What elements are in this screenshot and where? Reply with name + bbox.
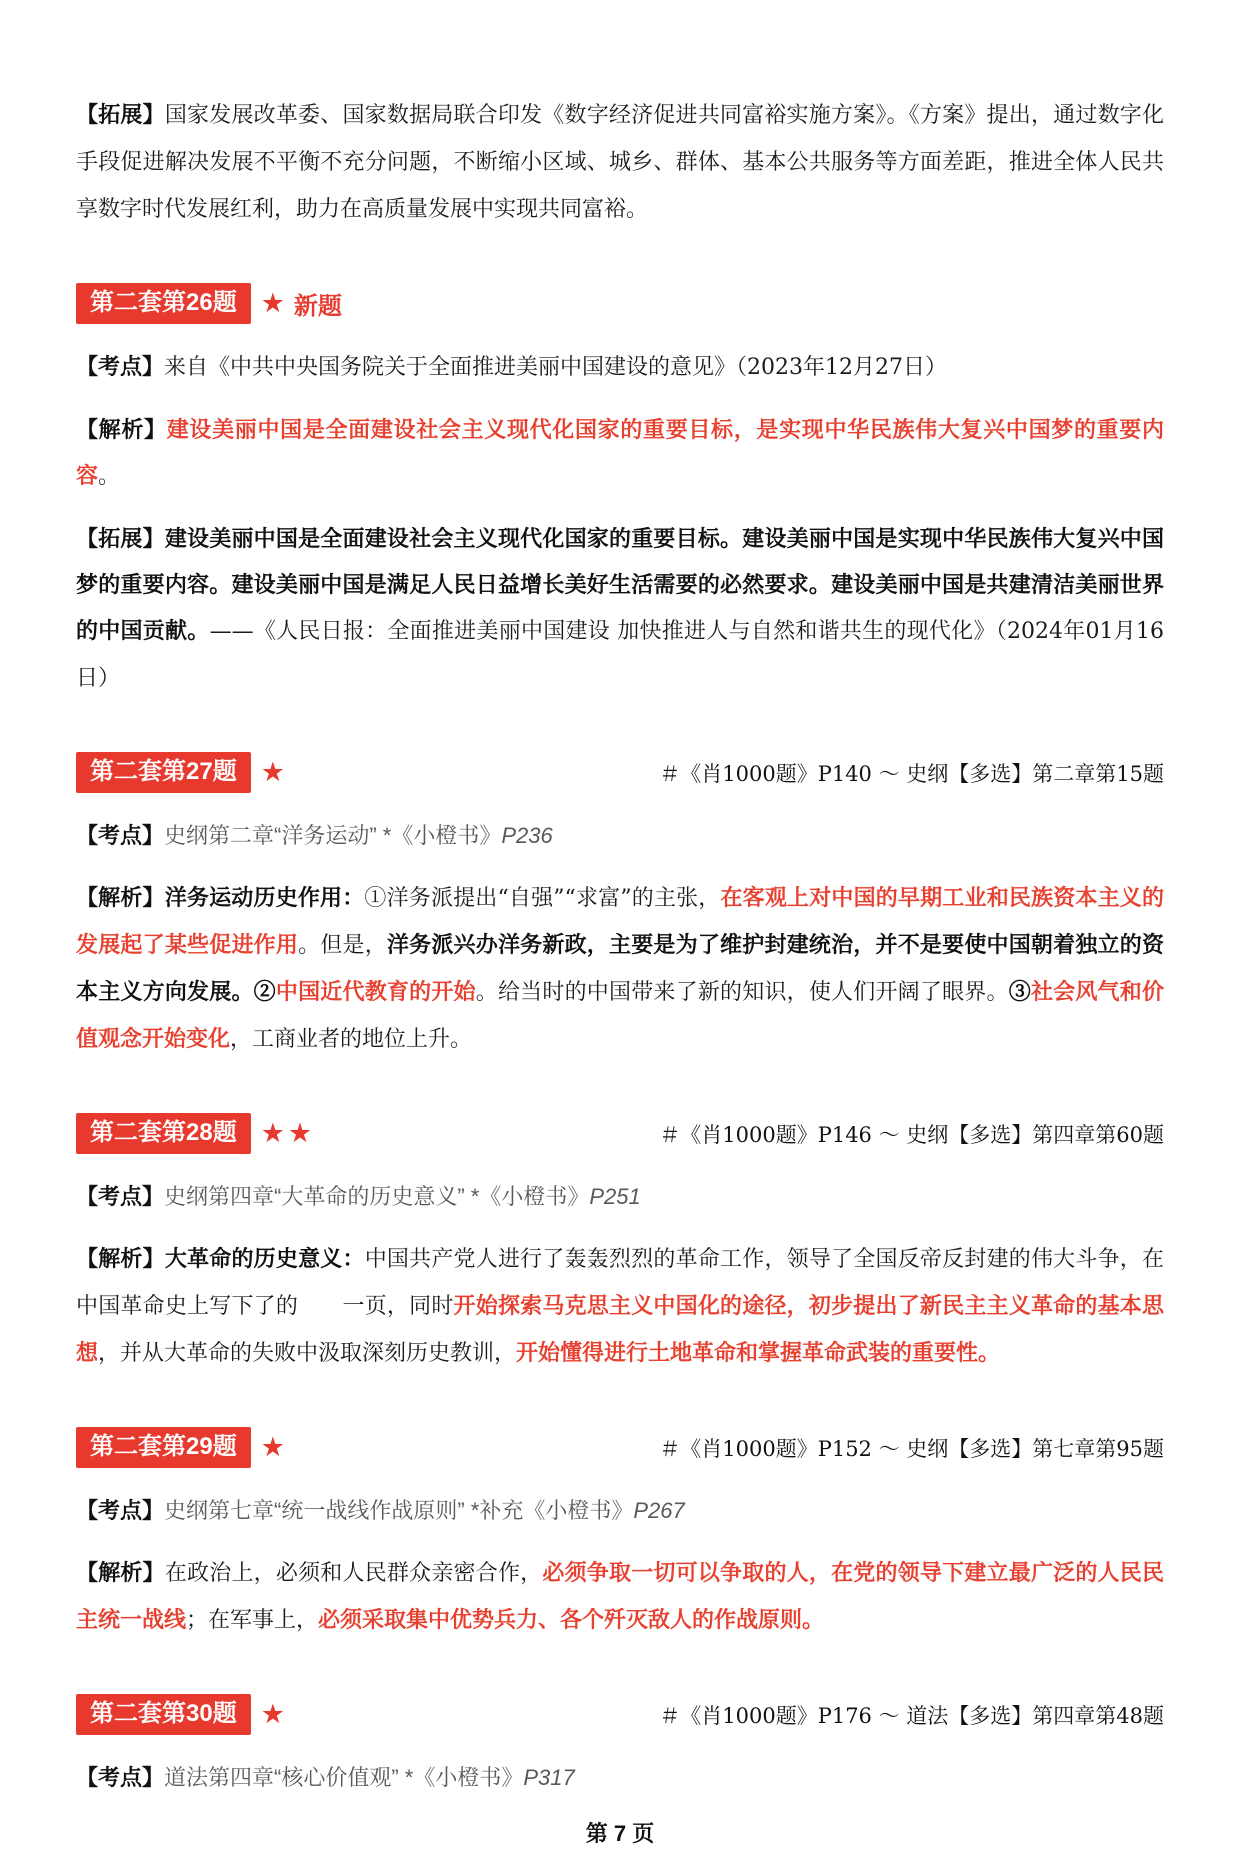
source-citation: ＃《肖1000题》P152 ～ 史纲【多选】第七章第95题 (659, 1436, 1164, 1461)
question-badge: 第二套第29题 (76, 1427, 251, 1468)
source-citation: ＃《肖1000题》P176 ～ 道法【多选】第四章第48题 (659, 1703, 1164, 1728)
jiexi-paragraph (76, 407, 1164, 500)
new-question-tag: 新题 (293, 293, 342, 320)
source-citation: ＃《肖1000题》P146 ～ 史纲【多选】第四章第60题 (659, 1122, 1164, 1147)
kaodian-paragraph (76, 813, 1164, 859)
text-segment: 【拓展】 (76, 102, 165, 127)
question-sections (76, 283, 1164, 1801)
kaodian-paragraph (76, 1755, 1164, 1801)
jiexi-paragraph (76, 1236, 1164, 1377)
text-segment: ，工商业者的地位上升。 (230, 1027, 473, 1052)
text-segment: 【考点】 (76, 354, 165, 379)
text-segment: 必须采取集中优势兵力、各个歼灭敌人的作战原则。 (318, 1607, 825, 1632)
text-segment: P317 (523, 1765, 575, 1790)
difficulty-stars: ★ (260, 757, 288, 787)
question-badge: 第二套第26题 (76, 283, 251, 324)
text-segment: 史纲第四章“大革命的历史意义” *《小橙书》 (164, 1184, 590, 1209)
text-segment: 。给当时的中国带来了新的知识，使人们开阔了眼界。 (475, 980, 1009, 1005)
question-section (76, 752, 1164, 1063)
text-segment: 大革命的历史意义： (164, 1246, 365, 1271)
text-segment: ——《人民日报：全面推进美丽中国建设 加快推进人与自然和谐共生的现代化》（2024年01月16日） (76, 619, 1164, 691)
text-segment: 来自《中共中央国务院关于全面推进美丽中国建设的意见》（2023年12月27日） (164, 355, 947, 380)
text-segment: 【解析】 (76, 417, 167, 442)
text-segment: 【考点】 (76, 1498, 165, 1523)
text-segment: P236 (501, 823, 553, 848)
question-section (76, 1113, 1164, 1377)
text-segment: 【解析】 (76, 885, 165, 910)
source-citation: ＃《肖1000题》P140 ～ 史纲【多选】第二章第15题 (659, 761, 1164, 786)
section-paragraphs (76, 1755, 1164, 1801)
section-paragraphs (76, 1174, 1164, 1377)
text-segment: 开始懂得进行土地革命和掌握革命武装的重要性。 (516, 1340, 1001, 1365)
question-section (76, 283, 1164, 702)
question-header (76, 1113, 1164, 1154)
text-segment: 洋务派兴办洋务新政，主要是为了维护封建统治，并不是要使中国朝着独立的资本主义方向发展。② (76, 932, 1164, 1004)
text-segment: 。 (98, 464, 121, 489)
difficulty-stars: ★ (260, 1699, 288, 1729)
text-segment: 建设美丽中国是全面建设社会主义现代化国家的重要目标。建设美丽中国是实现中华民族伟大复兴中国梦的重要内容。建设美丽中国是满足人民日益增长美好生活需要的必然要求。建设美丽中国是共建清洁美丽世界的中国贡献。 (76, 526, 1164, 643)
text-segment: 洋务运动历史作用： (164, 885, 365, 910)
question-badge: 第二套第27题 (76, 752, 251, 793)
question-header (76, 1694, 1164, 1735)
difficulty-stars: ★ (260, 288, 288, 318)
text-segment: 。但是， (298, 933, 387, 958)
text-segment: 建设美丽中国是全面建设社会主义现代化国家的重要目标，是实现中华民族伟大复兴中国梦的重要内容 (76, 417, 1164, 488)
text-segment: 道法第四章“核心价值观” *《小橙书》 (164, 1765, 524, 1790)
text-segment: 中国共产党人进行了轰轰烈烈的革命工作，领导了全国反帝反封建的伟大斗争，在中国革命史上写下了的 一页，同时 (76, 1247, 1164, 1319)
text-segment: 在客观上对中国的早期工业和民族资本主义的发展起了某些促进作用 (76, 885, 1164, 957)
page-number: 第 7 页 (585, 1821, 655, 1846)
question-section (76, 1427, 1164, 1644)
text-segment: 【解析】 (76, 1246, 165, 1271)
text-segment: 在政治上，必须和人民群众亲密合作， (164, 1561, 543, 1586)
text-segment: 国家发展改革委、国家数据局联合印发《数字经济促进共同富裕实施方案》。《方案》提出，通过数字化手段促进解决发展不平衡不充分问题，不断缩小区域、城乡、群体、基本公共服务等方面差距，推进全体人民共享数字时代发展红利，助力在高质量发展中实现共同富裕。 (76, 103, 1164, 222)
text-segment: 【考点】 (76, 823, 165, 848)
section-paragraphs (76, 813, 1164, 1063)
question-header (76, 752, 1164, 793)
kaodian-paragraph (76, 1488, 1164, 1534)
text-segment: P267 (633, 1498, 685, 1523)
text-segment: 【解析】 (76, 1560, 165, 1585)
text-segment: 史纲第七章“统一战线作战原则” *补充《小橙书》 (164, 1498, 634, 1523)
question-header (76, 283, 1164, 324)
text-segment: ③ (1008, 979, 1031, 1004)
difficulty-stars: ★★ (260, 1118, 316, 1148)
text-segment: ，并从大革命的失败中汲取深刻历史教训， (98, 1341, 517, 1366)
text-segment: ；在军事上， (186, 1608, 319, 1633)
text-segment: 史纲第二章“洋务运动” *《小橙书》 (164, 823, 502, 848)
text-segment: 开始探索马克思主义中国化的途径，初步提出了新民主主义革命的基本思想 (76, 1293, 1164, 1365)
jiexi-paragraph (76, 1550, 1164, 1644)
text-segment: P251 (589, 1184, 641, 1209)
section-paragraphs (76, 1488, 1164, 1644)
jiexi-paragraph (76, 875, 1164, 1063)
intro-paragraph (76, 92, 1164, 233)
difficulty-stars: ★ (260, 1432, 288, 1462)
section-paragraphs (76, 344, 1164, 702)
text-segment: ①洋务派提出“自强”“求富”的主张， (364, 886, 721, 911)
text-segment: 【拓展】 (76, 526, 165, 551)
text-segment: 中国近代教育的开始 (275, 979, 476, 1004)
text-segment: 【考点】 (76, 1184, 165, 1209)
tuozhan-paragraph (76, 516, 1164, 702)
question-badge: 第二套第30题 (76, 1694, 251, 1735)
text-segment: 社会风气和价值观念开始变化 (76, 979, 1164, 1051)
question-section (76, 1694, 1164, 1801)
text-segment: 必须争取一切可以争取的人，在党的领导下建立最广泛的人民民主统一战线 (76, 1560, 1164, 1632)
text-segment: 【考点】 (76, 1765, 165, 1790)
kaodian-paragraph (76, 1174, 1164, 1220)
kaodian-paragraph (76, 344, 1164, 391)
question-badge: 第二套第28题 (76, 1113, 251, 1154)
question-header (76, 1427, 1164, 1468)
